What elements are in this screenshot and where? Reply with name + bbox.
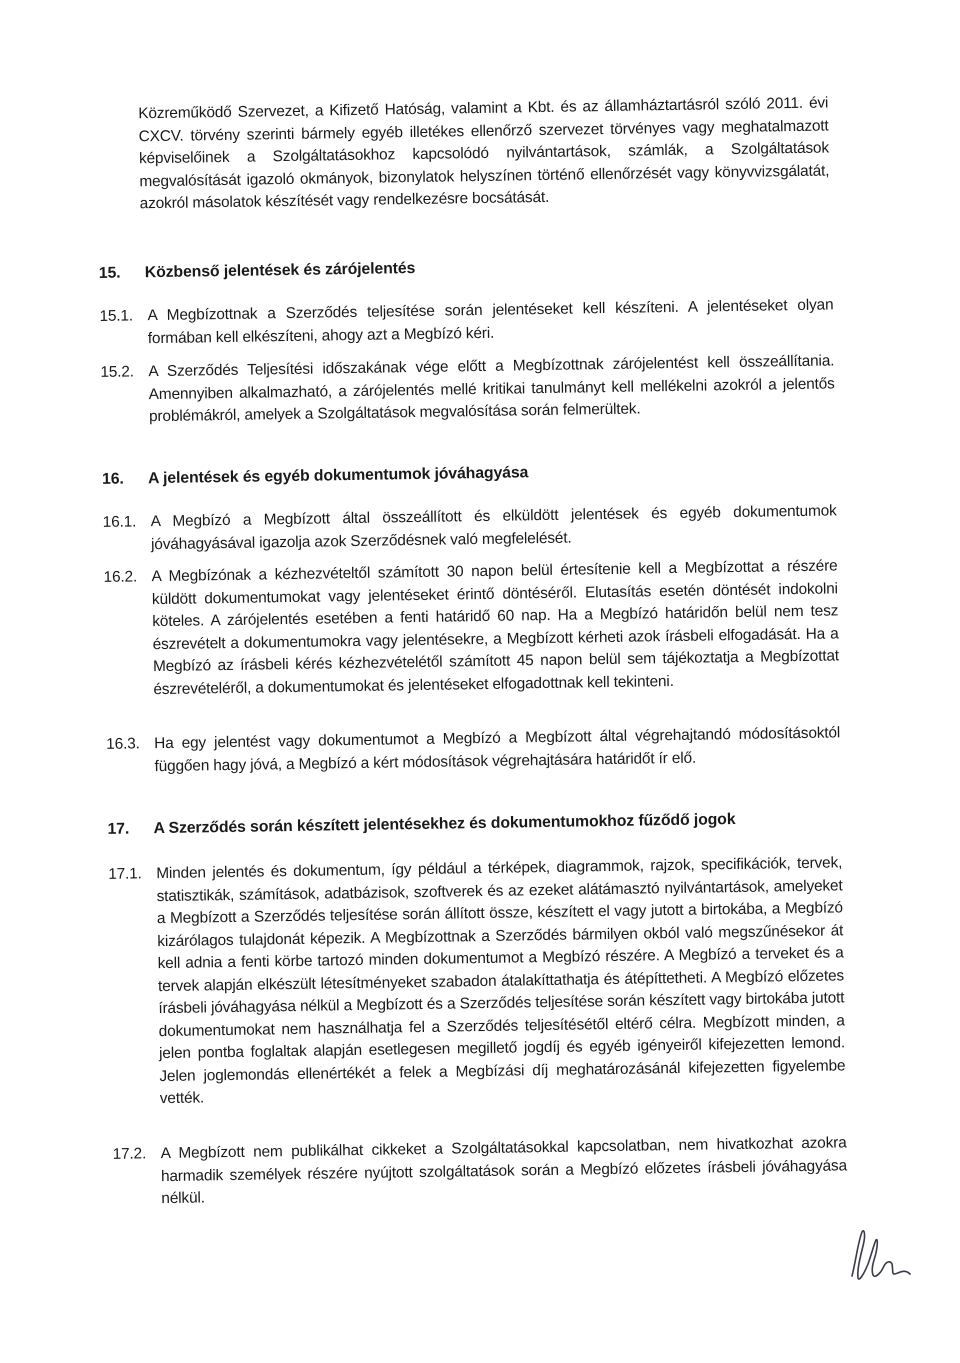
- clause-text: A Megbízottnak a Szerződés teljesítése során jelentéseket kell készíteni. A jelentéseket olyan formában kell elkészíteni, ahogy azt a Megbízó kéri.: [147, 296, 834, 347]
- clause-number: 17.1.: [108, 865, 142, 883]
- section-number: 15.: [98, 264, 121, 282]
- clause-16-1: [103, 500, 838, 557]
- clause-16-3: [106, 722, 841, 779]
- signature-initials: [838, 1224, 918, 1284]
- clause-16-2: [103, 555, 839, 702]
- clause-text: Ha egy jelentést vagy dokumentumot a Megbízó a Megbízott által végrehajtandó módosításoktól függően hagy jóvá, a Megbízó a kért módosítások végrehajtására határidőt ír elő.: [154, 724, 841, 775]
- intro-paragraph: Közreműködő Szervezet, a Kifizető Hatóság, valamint a Kbt. és az államháztartásról szóló 2011. évi CXCV. törvény szerinti bármely egyéb illetékes ellenőrző szervezet törvényes vagy meghatalmazott képviselőinek a Szolgáltatásokhoz kapcsolódó nyilvántartások, számlák, a Szolgáltatások megvalósítását igazoló okmányok, bizonylatok helyszínen történő ellenőrzését vagy könyvvizsgálatát, azokról másolatok készítését vagy rendelkezésre bocsátását.: [138, 94, 830, 213]
- section-title: A Szerződés során készített jelentésekhez és dokumentumokhoz fűződő jogok: [153, 811, 736, 838]
- section-heading-17: [107, 808, 827, 841]
- section-number: 17.: [107, 820, 130, 838]
- section-title: A jelentések és egyéb dokumentumok jóváhagyása: [147, 464, 529, 488]
- clause-number: 15.2.: [100, 363, 134, 381]
- clause-number: 17.2.: [112, 1145, 147, 1163]
- clause-text: Minden jelentés és dokumentum, így például a térképek, diagrammok, rajzok, specifikációk, tervek, statisztikák, számítások, adatbázisok, szoftverek és az ezeket alátámasztó nyilvántartások, amelyeket a Megbízott a Szerződés teljesítése során állított össze, készített el vagy jutott a birtokába, a Megbízó kizárólagos tulajdonát képezik. A Megbízottnak a Szerződés bármilyen okból való megszűnésekor át kell adnia a fenti körbe tartozó minden dokumentumot a Megbízó részére. A Megbízó a terveket és a tervek alapján elkészült létesítményeket szabadon átalakíttathatja és átépíttetheti. A Megbízó előzetes írásbeli jóváhagyása nélkül a Megbízott és a Szerződés teljesítése során készített vagy birtokába jutott dokumentumokat nem használhatja fel a Szerződés teljesítésétől eltérő célra. Megbízott minden, a jelen pontba foglaltak alapján esetlegesen megillető jogdíj és egyéb igényeiről kifejezetten lemond. Jelen joglemondás ellenértékét a felek a Megbízási díj meghatározásánál kifejezetten figyelembe vették.: [156, 854, 846, 1108]
- clause-number: 16.2.: [103, 568, 138, 586]
- clause-17-1: [108, 852, 846, 1111]
- clause-number: 16.3.: [106, 735, 140, 753]
- clause-text: A Megbízó a Megbízott által összeállított és elküldött jelentések és egyéb dokumentumok jóváhagyásával igazolja azok Szerződésnek való megfelelését.: [150, 502, 837, 553]
- clause-17-2: [112, 1132, 847, 1211]
- clause-text: A Megbízott nem publikálhat cikkeket a Szolgáltatásokkal kapcsolatban, nem hivatkozhat azokra harmadik személyek részére nyújtott szolgáltatások során a Megbízó előzetes írásbeli jóváhagyása nélkül.: [160, 1134, 848, 1208]
- section-number: 16.: [101, 470, 124, 488]
- section-heading-16: [102, 458, 822, 491]
- clause-number: 16.1.: [102, 513, 137, 531]
- section-heading-15: [99, 252, 819, 285]
- clause-text: A Megbízónak a kézhezvételtől számított 30 napon belül értesítenie kell a Megbízottat a részére küldött dokumentumokat vagy jelentéseket érintő döntéséről. Elutasítás esetén döntését indokolni köteles. A zárójelentés esetében a fenti határidő 60 nap. Ha a Megbízó határidőn belül nem tesz észrevételt a dokumentumokra vagy jelentésekre, a Megbízott kérheti azok írásbeli elfogadását. Ha a Megbízó az írásbeli kérés kézhezvételétől számított 45 napon belül sem tájékoztatja a Megbízottat észrevételéről, a dokumentumokat és jelentéseket elfogadottnak kell tekinteni.: [151, 557, 840, 698]
- clause-text: A Szerződés Teljesítési időszakának vége előtt a Megbízottnak zárójelentést kell összeállítania. Amennyiben alkalmazható, a zárójelentés mellé kritikai tanulmányt kell mellékelni azokról a jelentős problémákról, amelyek a Szolgáltatások megvalósítása során felmerültek.: [148, 352, 835, 426]
- clause-15-1: [99, 294, 834, 351]
- section-title: Közbenső jelentések és zárójelentés: [144, 259, 416, 282]
- clause-15-2: [100, 350, 835, 429]
- clause-number: 15.1.: [99, 307, 134, 325]
